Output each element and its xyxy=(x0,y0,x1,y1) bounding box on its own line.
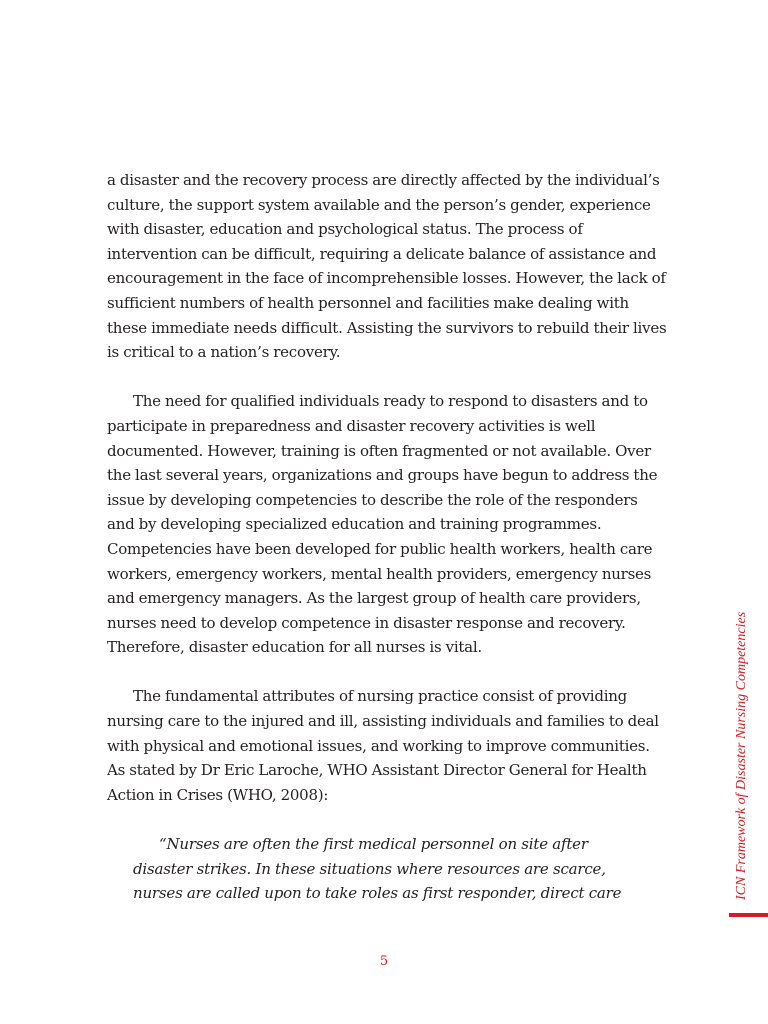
running-title: ICN Framework of Disaster Nursing Competencies xyxy=(734,611,749,900)
accent-bar xyxy=(729,913,768,917)
block-quote xyxy=(133,832,633,906)
body-paragraph-3: The fundamental attributes of nursing practice consist of providing nursing care to the injured and ill, assisting individuals and families to deal with physical and emotional issues, and working to improve communities. As stated by Dr Eric Laroche, WHO Assistant Director General for Health Action in Crises (WHO, 2008): xyxy=(107,687,659,804)
quote-line-2: disaster strikes. In these situations where resources are scarce, xyxy=(133,859,606,878)
quote-line-1: “Nurses are often the first medical personnel on site after xyxy=(159,835,588,854)
body-paragraph-2: The need for qualified individuals ready to respond to disasters and to participate in preparedness and disaster recovery activities is well documented. However, training is often fragmented or not available. Over the last several years, organizations and groups have begun to address the issue by developing competencies to describe the role of the responders and by developing specialized education and training programmes. Competencies have been developed for public health workers, health care workers, emergency workers, mental health providers, emergency nurses and emergency managers. As the largest group of health care providers, nurses need to develop competence in disaster response and recovery. Therefore, disaster education for all nurses is vital. xyxy=(107,392,658,657)
page-body xyxy=(107,168,667,906)
quote-line-3: nurses are called upon to take roles as first responder, direct care xyxy=(133,884,622,903)
body-paragraph-1: a disaster and the recovery process are directly affected by the individual’s culture, the support system available and the person’s gender, experience with disaster, education and psychological status. The process of intervention can be difficult, requiring a delicate balance of assistance and encouragement in the face of incomprehensible losses. However, the lack of sufficient numbers of health personnel and facilities make dealing with these immediate needs difficult. Assisting the survivors to rebuild their lives is critical to a nation’s recovery. xyxy=(107,171,667,362)
page-number: 5 xyxy=(379,954,389,969)
